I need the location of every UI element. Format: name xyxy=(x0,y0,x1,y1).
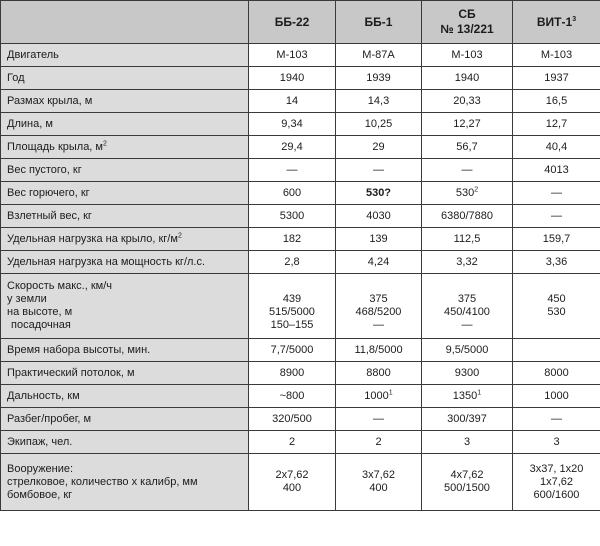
cell-value: М-103 xyxy=(249,44,336,67)
cell-value: 320/500 xyxy=(249,408,336,431)
cell-value: — xyxy=(513,182,600,205)
cell-value: 375 468/5200 — xyxy=(336,274,422,339)
cell-value: 139 xyxy=(336,228,422,251)
cell-value: 14 xyxy=(249,90,336,113)
cell-value: 9,5/5000 xyxy=(422,339,513,362)
table-row xyxy=(1,90,600,113)
cell-value: 6380/7880 xyxy=(422,205,513,228)
cell-value: М-87А xyxy=(336,44,422,67)
cell-value: 11,8/5000 xyxy=(336,339,422,362)
cell-value: 2 xyxy=(336,431,422,454)
table-row xyxy=(1,408,600,431)
cell-value: 600 xyxy=(249,182,336,205)
cell-value: — xyxy=(422,159,513,182)
header-vit1: ВИТ-$1^3$ xyxy=(513,1,600,44)
table-row-armament xyxy=(1,454,600,511)
cell-value: 12,7 xyxy=(513,113,600,136)
table-row xyxy=(1,339,600,362)
cell-value: 9300 xyxy=(422,362,513,385)
table-row xyxy=(1,385,600,408)
cell-value: 1937 xyxy=(513,67,600,90)
row-label: Удельная нагрузка на крыло, $кг/м^2$ xyxy=(1,228,249,251)
cell-value: 8900 xyxy=(249,362,336,385)
row-label: Дальность, км xyxy=(1,385,249,408)
cell-value: 3х37, 1х20 1х7,62 600/1600 xyxy=(513,454,600,511)
table-row xyxy=(1,113,600,136)
cell-value: 300/397 xyxy=(422,408,513,431)
row-label-speed: Скорость макс., км/ч у земли на высоте, м посадочная xyxy=(1,274,249,339)
row-label: Практический потолок, м xyxy=(1,362,249,385)
row-label: Вес пустого, кг xyxy=(1,159,249,182)
cell-value: 159,7 xyxy=(513,228,600,251)
cell-value: 4030 xyxy=(336,205,422,228)
cell-value: 4,24 xyxy=(336,251,422,274)
cell-value: 2 xyxy=(249,431,336,454)
cell-value: 29 xyxy=(336,136,422,159)
cell-value: 112,5 xyxy=(422,228,513,251)
cell-value: 40,4 xyxy=(513,136,600,159)
cell-value xyxy=(513,339,600,362)
cell-value: 2,8 xyxy=(249,251,336,274)
table-row xyxy=(1,205,600,228)
cell-value: 439 515/5000 150–155 xyxy=(249,274,336,339)
cell-value: — xyxy=(336,159,422,182)
cell-value: 1350$^1$ xyxy=(422,385,513,408)
cell-value: 20,33 xyxy=(422,90,513,113)
cell-value: 3 xyxy=(422,431,513,454)
cell-value: 450 530 xyxy=(513,274,600,339)
row-label: Двигатель xyxy=(1,44,249,67)
cell-value: 1940 xyxy=(422,67,513,90)
cell-value: — xyxy=(513,205,600,228)
cell-value: 1939 xyxy=(336,67,422,90)
cell-value: 3,32 xyxy=(422,251,513,274)
table-row xyxy=(1,431,600,454)
cell-value: 14,3 xyxy=(336,90,422,113)
header-corner xyxy=(1,1,249,44)
header-row xyxy=(1,1,600,44)
cell-value: 12,27 xyxy=(422,113,513,136)
row-label: Удельная нагрузка на мощность кг/л.с. xyxy=(1,251,249,274)
row-label: Вес горючего, кг xyxy=(1,182,249,205)
header-bb1: ББ-1 xyxy=(336,1,422,44)
cell-value: 1000 xyxy=(513,385,600,408)
cell-value: — xyxy=(336,408,422,431)
cell-value: 375 450/4100 — xyxy=(422,274,513,339)
row-label: Площадь крыла, $м^2$ xyxy=(1,136,249,159)
cell-value: 4х7,62 500/1500 xyxy=(422,454,513,511)
row-label: Взлетный вес, кг xyxy=(1,205,249,228)
table-row xyxy=(1,362,600,385)
row-label-armament: Вооружение: стрелковое, количество х калибр, мм бомбовое, кг xyxy=(1,454,249,511)
cell-value: $530^2$ xyxy=(422,182,513,205)
cell-value: ~800 xyxy=(249,385,336,408)
table-row xyxy=(1,67,600,90)
cell-value: 182 xyxy=(249,228,336,251)
row-label: Время набора высоты, мин. xyxy=(1,339,249,362)
row-label: Экипаж, чел. xyxy=(1,431,249,454)
cell-value: 5300 xyxy=(249,205,336,228)
cell-value: 8800 xyxy=(336,362,422,385)
header-bb22: ББ-22 xyxy=(249,1,336,44)
row-label: Размах крыла, м xyxy=(1,90,249,113)
table-row xyxy=(1,228,600,251)
cell-value: 1940 xyxy=(249,67,336,90)
cell-value: 3 xyxy=(513,431,600,454)
cell-value: 4013 xyxy=(513,159,600,182)
cell-value: 10,25 xyxy=(336,113,422,136)
row-label: Год xyxy=(1,67,249,90)
cell-value: 16,5 xyxy=(513,90,600,113)
cell-value: 3,36 xyxy=(513,251,600,274)
cell-value: 7,7/5000 xyxy=(249,339,336,362)
cell-value: — xyxy=(513,408,600,431)
cell-value: М-103 xyxy=(513,44,600,67)
cell-value: 56,7 xyxy=(422,136,513,159)
cell-value: 9,34 xyxy=(249,113,336,136)
table-row xyxy=(1,159,600,182)
cell-value: М-103 xyxy=(422,44,513,67)
cell-value: 29,4 xyxy=(249,136,336,159)
header-sb: СБ № 13/221 xyxy=(422,1,513,44)
table-row xyxy=(1,44,600,67)
cell-value: 8000 xyxy=(513,362,600,385)
row-label: Разбег/пробег, м xyxy=(1,408,249,431)
cell-value: 2х7,62 400 xyxy=(249,454,336,511)
table-row xyxy=(1,136,600,159)
cell-value: 1000$^1$ xyxy=(336,385,422,408)
cell-value: 530? xyxy=(336,182,422,205)
row-label: Длина, м xyxy=(1,113,249,136)
table-row xyxy=(1,251,600,274)
cell-value: 3х7,62 400 xyxy=(336,454,422,511)
table-row xyxy=(1,182,600,205)
cell-value: — xyxy=(249,159,336,182)
table-row-speed xyxy=(1,274,600,339)
